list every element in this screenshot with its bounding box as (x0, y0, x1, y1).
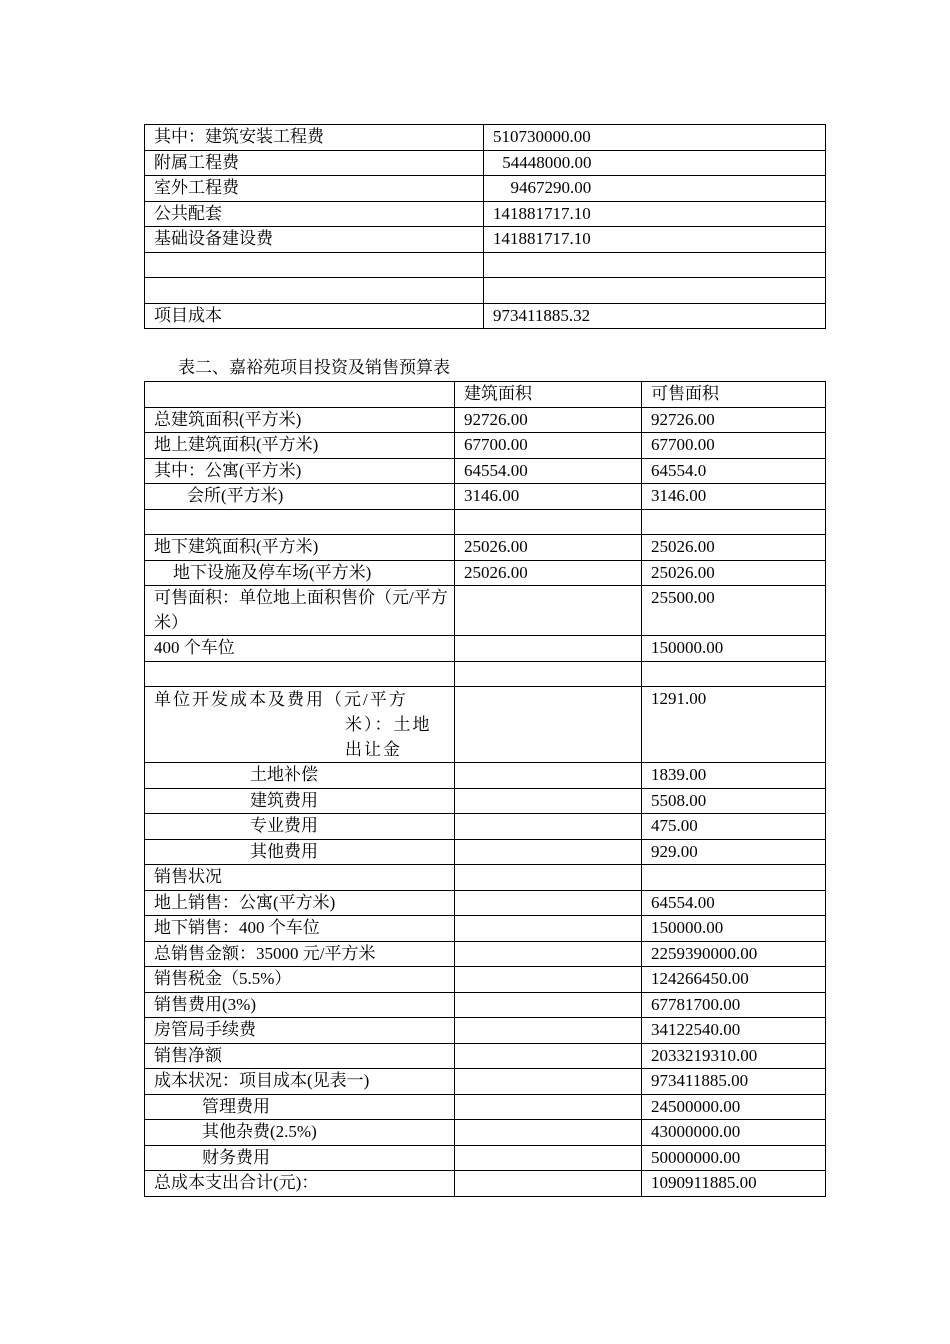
row-label: 地下设施及停车场(平方米) (145, 560, 455, 586)
row-label (145, 509, 455, 535)
row-value: 510730000.00 (484, 125, 826, 151)
sale-cell: 64554.00 (642, 890, 826, 916)
area-cell (455, 865, 642, 891)
row-label: 管理费用 (145, 1094, 455, 1120)
row-value (484, 176, 826, 202)
table-row (145, 252, 826, 278)
row-value: 141881717.10 (484, 201, 826, 227)
area-cell: 3146.00 (455, 484, 642, 510)
sale-cell: 2033219310.00 (642, 1043, 826, 1069)
area-cell: 25026.00 (455, 535, 642, 561)
table-row (145, 509, 826, 535)
area-cell (455, 1069, 642, 1095)
row-label: 销售税金（5.5%） (145, 967, 455, 993)
area-cell: 92726.00 (455, 407, 642, 433)
sale-cell: 150000.00 (642, 916, 826, 942)
row-label (145, 687, 455, 763)
area-cell (455, 1120, 642, 1146)
cost-table (144, 124, 826, 329)
sale-cell (642, 865, 826, 891)
table-row (145, 661, 826, 687)
table-row (145, 1120, 826, 1146)
table-row (145, 1145, 826, 1171)
row-label: 地上建筑面积(平方米) (145, 433, 455, 459)
sale-cell: 25026.00 (642, 560, 826, 586)
area-cell (455, 967, 642, 993)
row-label: 基础设备建设费 (145, 227, 484, 253)
table-row (145, 303, 826, 329)
row-label (145, 278, 484, 304)
area-cell: 25026.00 (455, 560, 642, 586)
table-row (145, 788, 826, 814)
table-row (145, 916, 826, 942)
area-cell (455, 814, 642, 840)
area-cell (455, 1043, 642, 1069)
table-row (145, 125, 826, 151)
table-row (145, 814, 826, 840)
sale-cell (642, 509, 826, 535)
table-row (145, 839, 826, 865)
area-cell (455, 1094, 642, 1120)
row-value: 973411885.32 (484, 303, 826, 329)
table-row (145, 560, 826, 586)
table-row (145, 1043, 826, 1069)
row-label-line: 出让金 (345, 740, 402, 759)
row-value (484, 278, 826, 304)
area-cell (455, 1018, 642, 1044)
row-label (145, 661, 455, 687)
table-row (145, 1018, 826, 1044)
header-cell (145, 382, 455, 408)
area-cell (455, 1145, 642, 1171)
row-value (484, 252, 826, 278)
row-label: 土地补偿 (145, 763, 455, 789)
row-value: 141881717.10 (484, 227, 826, 253)
row-label: 总建筑面积(平方米) (145, 407, 455, 433)
row-label: 其他费用 (145, 839, 455, 865)
row-label: 地下建筑面积(平方米) (145, 535, 455, 561)
area-cell (455, 1171, 642, 1197)
row-label: 会所(平方米) (145, 484, 455, 510)
row-label: 建筑费用 (145, 788, 455, 814)
area-cell (455, 890, 642, 916)
row-label: 项目成本 (145, 303, 484, 329)
area-cell: 64554.00 (455, 458, 642, 484)
table-row (145, 458, 826, 484)
sale-cell: 1291.00 (642, 687, 826, 763)
table-row (145, 227, 826, 253)
area-cell (455, 509, 642, 535)
row-label: 地上销售：公寓(平方米) (145, 890, 455, 916)
row-label: 财务费用 (145, 1145, 455, 1171)
sale-cell: 34122540.00 (642, 1018, 826, 1044)
area-cell (455, 992, 642, 1018)
table-row (145, 433, 826, 459)
table-row (145, 278, 826, 304)
area-cell (455, 916, 642, 942)
sale-cell: 25500.00 (642, 586, 826, 636)
table-row (145, 890, 826, 916)
row-label: 总销售金额：35000 元/平方米 (145, 941, 455, 967)
row-label (145, 252, 484, 278)
sale-cell: 929.00 (642, 839, 826, 865)
table-row (145, 150, 826, 176)
sale-cell: 50000000.00 (642, 1145, 826, 1171)
table-row (145, 176, 826, 202)
table-row (145, 1069, 826, 1095)
row-label: 其中：公寓(平方米) (145, 458, 455, 484)
table-row (145, 636, 826, 662)
sale-cell: 475.00 (642, 814, 826, 840)
table-row (145, 535, 826, 561)
table-row (145, 1094, 826, 1120)
table-row (145, 484, 826, 510)
table-caption: 表二、嘉裕苑项目投资及销售预算表 (178, 358, 450, 377)
row-label: 销售费用(3%) (145, 992, 455, 1018)
row-label-line: 米）：土地 (345, 715, 432, 734)
row-label: 公共配套 (145, 201, 484, 227)
area-cell (455, 839, 642, 865)
table-row (145, 687, 826, 763)
area-cell (455, 763, 642, 789)
sale-cell: 24500000.00 (642, 1094, 826, 1120)
row-label: 房管局手续费 (145, 1018, 455, 1044)
sale-cell: 43000000.00 (642, 1120, 826, 1146)
sale-cell: 5508.00 (642, 788, 826, 814)
header-cell: 可售面积 (642, 382, 826, 408)
row-label: 其中：建筑安装工程费 (145, 125, 484, 151)
area-cell (455, 687, 642, 763)
row-label: 其他杂费(2.5%) (145, 1120, 455, 1146)
sale-cell: 1839.00 (642, 763, 826, 789)
table-row (145, 201, 826, 227)
table-row (145, 407, 826, 433)
table-header-row (145, 382, 826, 408)
row-label: 销售状况 (145, 865, 455, 891)
area-cell (455, 661, 642, 687)
row-label: 400 个车位 (145, 636, 455, 662)
row-label-line: 单位开发成本及费用（元/平方 (154, 690, 408, 709)
row-value-text: 54448000.00 (498, 152, 592, 172)
area-cell (455, 788, 642, 814)
sale-cell: 67700.00 (642, 433, 826, 459)
sale-cell: 92726.00 (642, 407, 826, 433)
sale-cell: 3146.00 (642, 484, 826, 510)
sale-cell: 1090911885.00 (642, 1171, 826, 1197)
sale-cell: 64554.0 (642, 458, 826, 484)
area-cell (455, 636, 642, 662)
row-label: 室外工程费 (145, 176, 484, 202)
table-row (145, 1171, 826, 1197)
row-label: 附属工程费 (145, 150, 484, 176)
table-row (145, 941, 826, 967)
table-row (145, 865, 826, 891)
row-label: 成本状况：项目成本(见表一) (145, 1069, 455, 1095)
table-row (145, 967, 826, 993)
header-cell: 建筑面积 (455, 382, 642, 408)
table-row (145, 763, 826, 789)
row-label: 地下销售：400 个车位 (145, 916, 455, 942)
table-row (145, 992, 826, 1018)
row-label: 总成本支出合计(元)： (145, 1171, 455, 1197)
budget-table (144, 381, 826, 1197)
sale-cell (642, 661, 826, 687)
row-label: 销售净额 (145, 1043, 455, 1069)
sale-cell: 67781700.00 (642, 992, 826, 1018)
table-row (145, 586, 826, 636)
area-cell (455, 586, 642, 636)
sale-cell: 150000.00 (642, 636, 826, 662)
area-cell: 67700.00 (455, 433, 642, 459)
sale-cell: 2259390000.00 (642, 941, 826, 967)
area-cell (455, 941, 642, 967)
sale-cell: 973411885.00 (642, 1069, 826, 1095)
row-label: 可售面积：单位地上面积售价（元/平方米） (145, 586, 455, 636)
row-label: 专业费用 (145, 814, 455, 840)
sale-cell: 124266450.00 (642, 967, 826, 993)
sale-cell: 25026.00 (642, 535, 826, 561)
row-value (484, 150, 826, 176)
row-value-text: 9467290.00 (502, 178, 592, 197)
